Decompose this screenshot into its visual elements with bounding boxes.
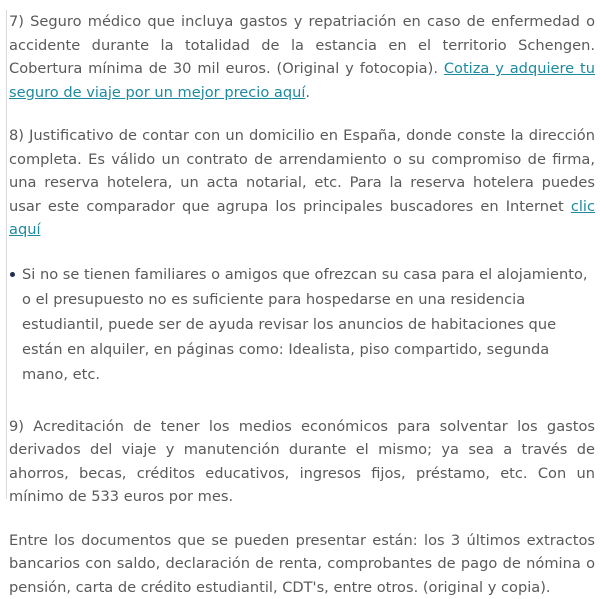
requirement-9-paragraph: 9) Acreditación de tener los medios económicos para solventar los gastos derivados del viaje y manutención durante el mismo; ya sea a través de ahorros, becas, créditos educativos, ingresos fijos, préstamo, etc. Con un mínimo de 533 euros por mes. bbox=[9, 415, 595, 509]
list-item bbox=[9, 262, 595, 387]
documents-paragraph: Entre los documentos que se pueden presentar están: los 3 últimos extractos bancarios con saldo, declaración de renta, comprobantes de pago de nómina o pensión, carta de crédito estudiantil, CDT's, entre otros. (original y copia). bbox=[9, 529, 595, 599]
bullet-dot-icon bbox=[10, 272, 15, 277]
hotel-comparator-link[interactable]: clic aquí bbox=[9, 198, 595, 239]
list-item-text: Si no se tienen familiares o amigos que ofrezcan su casa para el alojamiento, o el presupuesto no es suficiente para hospedarse en una residencia estudiantil, puede ser de ayuda revisar los anuncios de habitaciones que están en alquiler, en páginas como: Idealista, piso compartido, segunda mano, etc. bbox=[22, 266, 588, 383]
article-content bbox=[6, 10, 595, 499]
accommodation-tips-list bbox=[9, 262, 595, 387]
requirement-7-period: . bbox=[305, 84, 310, 101]
travel-insurance-link[interactable]: Cotiza y adquiere tu seguro de viaje por un mejor precio aquí bbox=[9, 60, 595, 101]
requirement-7-text: 7) Seguro médico que incluya gastos y repatriación en caso de enfermedad o accidente durante la totalidad de la estancia en el territorio Schengen. Cobertura mínima de 30 mil euros. (Original y fotocopia). bbox=[9, 13, 595, 77]
requirement-7-paragraph bbox=[9, 10, 595, 104]
requirement-8-paragraph bbox=[9, 124, 595, 242]
requirement-8-text: 8) Justificativo de contar con un domicilio en España, donde conste la dirección completa. Es válido un contrato de arrendamiento o su compromiso de firma, una reserva hotelera, un acta notarial, etc. Para la reserva hotelera puedes usar este comparador que agrupa los principales buscadores en Internet bbox=[9, 127, 595, 215]
